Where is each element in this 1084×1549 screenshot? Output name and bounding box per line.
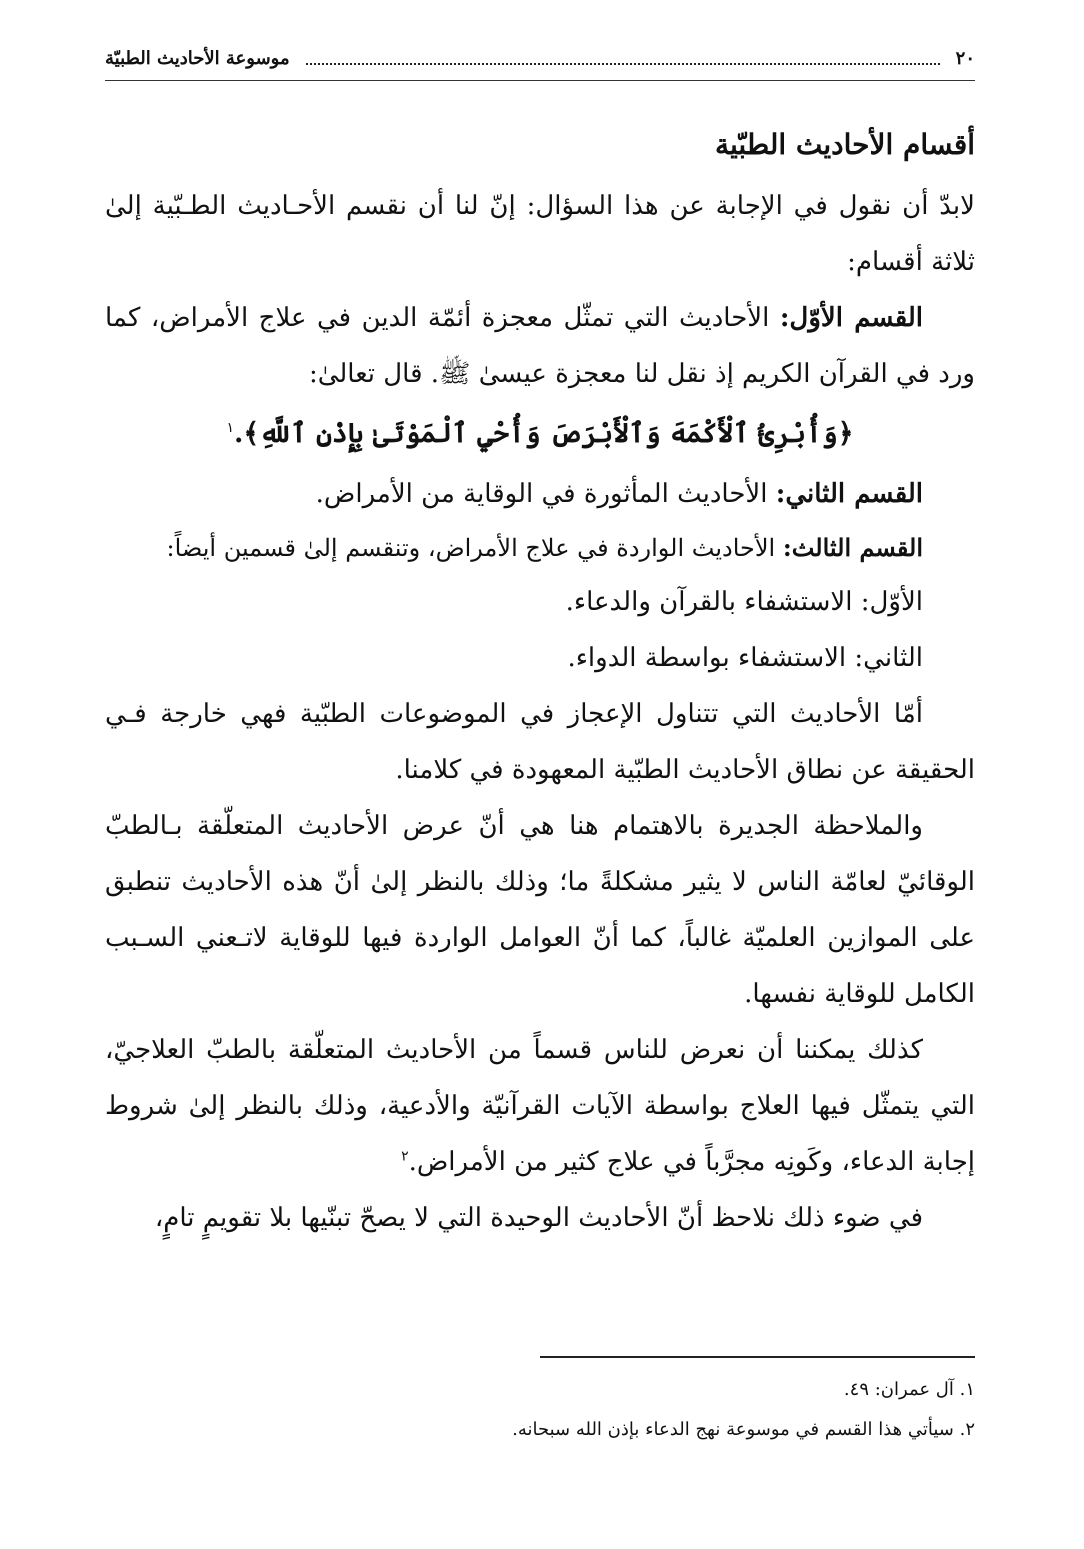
verse-text: وَأُبْرِئُ ٱلْأَكْمَهَ وَٱلْأَبْرَصَ وَأُحْيِ ٱلْمَوْتَىٰ بِإِذْنِ ٱللَّهِ [259,418,838,449]
footnote-ref-1[interactable]: ١ [226,420,234,436]
footnote-2: ٢. سيأتي هذا القسم في موسوعة نهج الدعاء بإذن الله سبحانه. [512,1419,975,1440]
miracle-paragraph: أمّا الأحاديث التي تتناول الإعجاز في الموضوعات الطبّية فهي خارجة فـي الحقيقة عن نطاق الأحاديث الطبّية المعهودة في كلامنا. [105,699,975,785]
part-three-text: الأحاديث الواردة في علاج الأمراض، وتنقسم إلىٰ قسمين أيضاً: [166,534,783,562]
footnote-1: ١. آل عمران: ٤٩. [843,1379,975,1400]
part-one-text: الأحاديث التي تمثّل معجزة أئمّة الدين في علاج الأمراض، كما ورد في القرآن الكريم إذ نقل لنا معجزة عيسىٰ ﷺ. قال تعالىٰ: [105,303,975,389]
part-two-label: القسم الثاني: [775,479,923,509]
footnote-rule [540,1356,975,1358]
subsection-two: الثاني: الاستشفاء بواسطة الدواء. [567,643,923,673]
subsection-one: الأوّل: الاستشفاء بالقرآن والدعاء. [565,587,923,617]
book-title: موسوعة الأحاديث الطبيّة [105,47,290,69]
part-one-paragraph [105,290,975,402]
preventive-paragraph: والملاحظة الجديرة بالاهتمام هنا هي أنّ عرض الأحاديث المتعلّقة بـالطبّ الوقائيّ لعامّة الناس لا يثير مشكلةً ما؛ وذلك بالنظر إلىٰ أنّ هذه الأحاديث تنطبق على الموازين العلميّة غالباً، كما أنّ العوامل الواردة فيها للوقاية لاتـعني السـبب الكامل للوقاية نفسها. [105,811,975,1009]
intro-paragraph: لابدّ أن نقول في الإجابة عن هذا السؤال: إنّ لنا أن نقسم الأحـاديث الطـبّية إلىٰ ثلاثة أقسام: [105,191,975,277]
section-heading: أقسام الأحاديث الطبّية [714,128,975,161]
header-rule [105,80,975,81]
quran-verse [105,404,975,464]
therapeutic-text: كذلك يمكننا أن نعرض للناس قسماً من الأحاديث المتعلّقة بالطبّ العلاجيّ، التي يتمثّل فيها العلاج بواسطة الآيات القرآنيّة والأدعية، وذلك بالنظر إلىٰ شروط إجابة الدعاء، وكَونِه مجرَّباً في علاج كثير من الأمراض. [105,1035,975,1177]
final-paragraph: في ضوء ذلك نلاحظ أنّ الأحاديث الوحيدة التي لا يصحّ تبنّيها بلا تقويمٍ تامٍ، [154,1203,923,1233]
verse-tail: . [233,418,244,449]
header-leader-dots [306,63,940,65]
footnotes [105,1370,975,1450]
page-content [105,120,975,1246]
therapeutic-paragraph [105,1022,975,1190]
verse-open-bracket: ﴿ [837,418,854,449]
part-two-text: الأحاديث المأثورة في الوقاية من الأمراض. [315,479,776,509]
part-two-paragraph [105,466,975,522]
part-three-label: القسم الثالث: [782,533,923,562]
footnote-ref-2[interactable]: ٢ [401,1148,409,1165]
part-one-label: القسم الأوّل: [779,303,923,333]
part-three-paragraph [105,522,975,574]
book-page [105,40,975,1500]
verse-close-bracket: ﴾ [243,418,260,449]
running-header [105,40,975,76]
page-number: ٢٠ [955,47,975,69]
